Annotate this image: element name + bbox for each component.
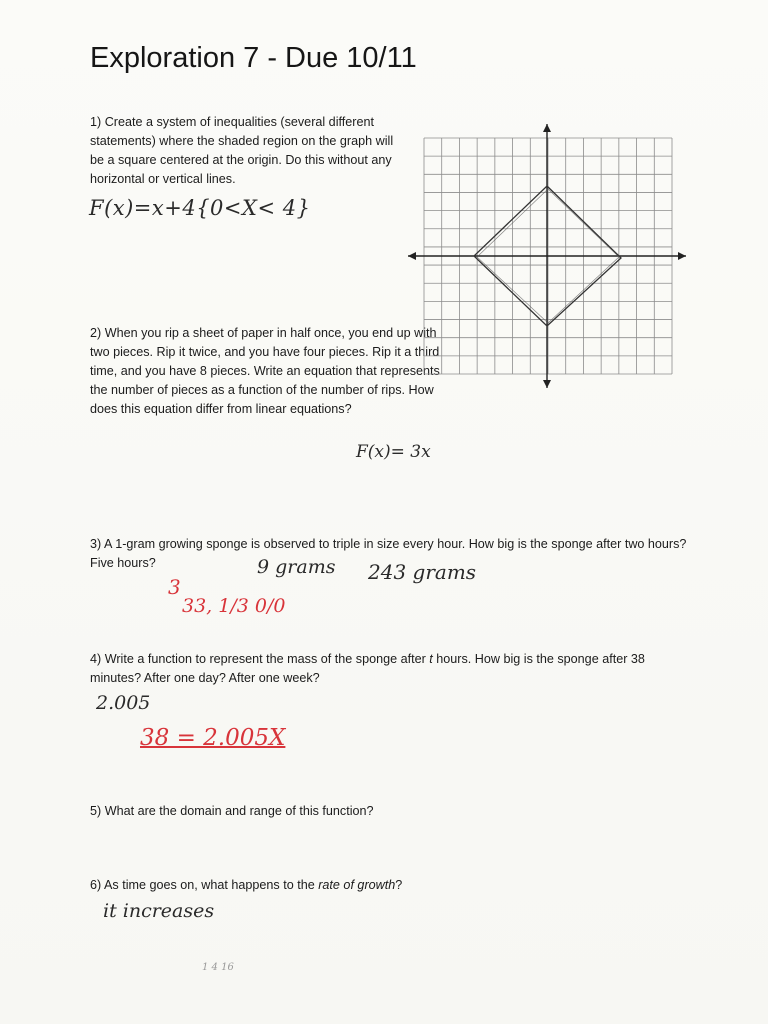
q4-handwritten-red: 38 = 2.005X [140, 725, 286, 751]
coordinate-grid-graph [406, 122, 690, 390]
question-4-post: hours. How big is the sponge after 38 minutes? After one day? After one week? [90, 652, 645, 685]
x-axis-arrow-left [408, 252, 416, 260]
question-2: 2) When you rip a sheet of paper in half once, you end up with two pieces. Rip it twice, and you have four pieces. Rip it a third time, and you have 8 pieces. Write an equation that represents the number of pieces as a function of the number of rips. How does this equation differ from linear equations? [90, 326, 440, 416]
y-axis-arrow-up [543, 124, 551, 132]
question-1: 1) Create a system of inequalities (several different statements) where the shaded region on the graph will be a square centered at the origin. Do this without any horizontal or vertical lines. [90, 115, 394, 186]
y-axis-arrow-down [543, 380, 551, 388]
q2-handwritten-answer: F(x)= 3x [356, 442, 431, 462]
question-6-emphasis: rate of growth [318, 878, 396, 892]
question-6-pre: 6) As time goes on, what happens to the [90, 878, 319, 892]
question-5: 5) What are the domain and range of this function? [90, 804, 374, 818]
q6-handwritten-answer: it increases [103, 900, 215, 922]
q4-handwritten-dark: 2.005 [96, 692, 151, 714]
q3-answer-two-hours: 9 grams [257, 556, 336, 578]
q3-answer-five-hours: 243 grams [368, 560, 477, 584]
q3-red-mark-b: 33, 1/3 0/0 [182, 595, 286, 617]
question-4 [90, 650, 690, 688]
bottom-pencil-mark: 1 4 16 [202, 962, 234, 973]
question-6-post: ? [395, 878, 403, 892]
page-title: Exploration 7 - Due 10/11 [90, 42, 417, 74]
question-3: 3) A 1-gram growing sponge is observed to triple in size every hour. How big is the sponge after two hours? Five hours? [90, 537, 687, 570]
x-axis-arrow-right [678, 252, 686, 260]
q1-handwritten-answer: F(x)=x+4{0<X< 4} [89, 196, 311, 220]
question-4-variable: t [429, 652, 433, 666]
question-4-pre: 4) Write a function to represent the mass of the sponge after [90, 652, 430, 666]
question-6 [90, 876, 690, 895]
q3-red-mark-a: 3 [168, 575, 181, 599]
